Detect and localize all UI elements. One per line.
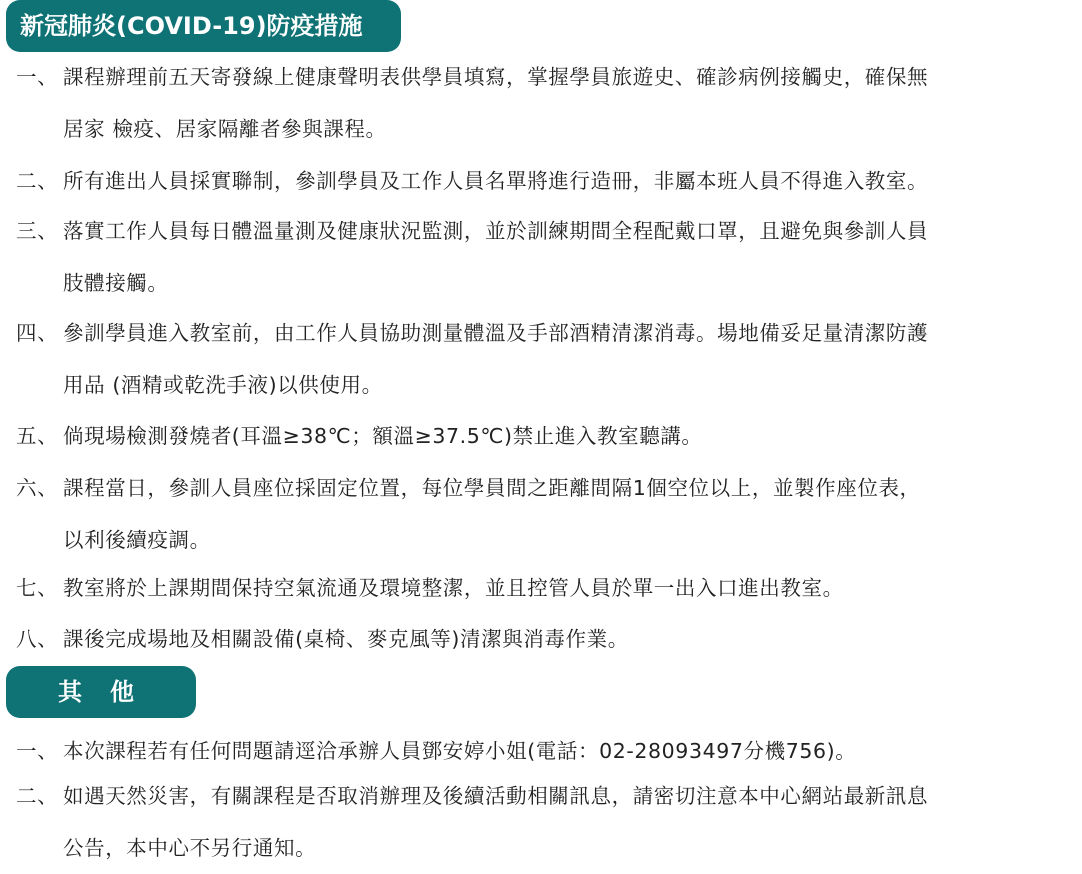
item-number: 四、 — [16, 321, 59, 345]
item-number: 七、 — [16, 576, 59, 600]
item-number: 六、 — [16, 476, 59, 500]
covid-item-4 — [16, 307, 1066, 411]
item-line: 教室將於上課期間保持空氣流通及環境整潔，並且控管人員於單一出入口進出教室。 — [63, 576, 844, 600]
item-line: 參訓學員進入教室前，由工作人員協助測量體溫及手部酒精清潔消毒。場地備妥足量清潔防護 — [63, 321, 929, 345]
item-number: 二、 — [16, 169, 59, 193]
item-text — [63, 307, 1066, 411]
covid-item-7 — [16, 562, 1066, 614]
item-text — [63, 562, 1066, 614]
item-number: 八、 — [16, 627, 59, 651]
item-text — [63, 770, 1066, 874]
item-line: 落實工作人員每日體溫量測及健康狀況監測，並於訓練期間全程配戴口罩，且避免與參訓人員 — [63, 219, 929, 243]
item-text — [63, 205, 1066, 309]
item-line: 肢體接觸。 — [63, 271, 169, 295]
other-item-2 — [16, 770, 1066, 874]
item-line: 課程當日，參訓人員座位採固定位置，每位學員間之距離間隔1個空位以上，並製作座位表， — [63, 476, 921, 500]
item-text — [63, 462, 1066, 566]
item-line: 所有進出人員採實聯制，參訓學員及工作人員名單將進行造冊，非屬本班人員不得進入教室。 — [63, 169, 929, 193]
item-text — [63, 613, 1066, 665]
item-number: 一、 — [16, 739, 59, 763]
item-text — [63, 410, 1066, 462]
item-line: 倘現場檢測發燒者(耳溫≥38℃；額溫≥37.5℃)禁止進入教室聽講。 — [63, 424, 703, 448]
item-number: 五、 — [16, 424, 59, 448]
item-line: 如遇天然災害，有關課程是否取消辦理及後續活動相關訊息，請密切注意本中心網站最新訊息 — [63, 784, 929, 808]
item-line: 公告，本中心不另行通知。 — [63, 836, 317, 860]
item-text — [63, 51, 1066, 155]
item-text — [63, 155, 1066, 207]
covid-item-3 — [16, 205, 1066, 309]
covid-item-8 — [16, 613, 1066, 665]
covid-item-5 — [16, 410, 1066, 462]
covid-item-1 — [16, 51, 1066, 155]
item-number: 三、 — [16, 219, 59, 243]
item-number: 一、 — [16, 65, 59, 89]
covid-item-6 — [16, 462, 1066, 566]
covid-item-2 — [16, 155, 1066, 207]
item-line: 課後完成場地及相關設備(桌椅、麥克風等)清潔與消毒作業。 — [63, 627, 629, 651]
covid-section-title: 新冠肺炎(COVID-19)防疫措施 — [6, 0, 401, 52]
item-line: 居家 檢疫、居家隔離者參與課程。 — [63, 117, 387, 141]
item-line: 課程辦理前五天寄發線上健康聲明表供學員填寫，掌握學員旅遊史、確診病例接觸史，確保無 — [63, 65, 929, 89]
item-line: 本次課程若有任何問題請逕洽承辦人員鄧安婷小姐(電話：02-28093497分機756)。 — [63, 739, 857, 763]
item-line: 用品 (酒精或乾洗手液)以供使用。 — [63, 373, 383, 397]
other-section-title: 其 他 — [6, 666, 196, 718]
item-line: 以利後續疫調。 — [63, 528, 211, 552]
item-number: 二、 — [16, 784, 59, 808]
